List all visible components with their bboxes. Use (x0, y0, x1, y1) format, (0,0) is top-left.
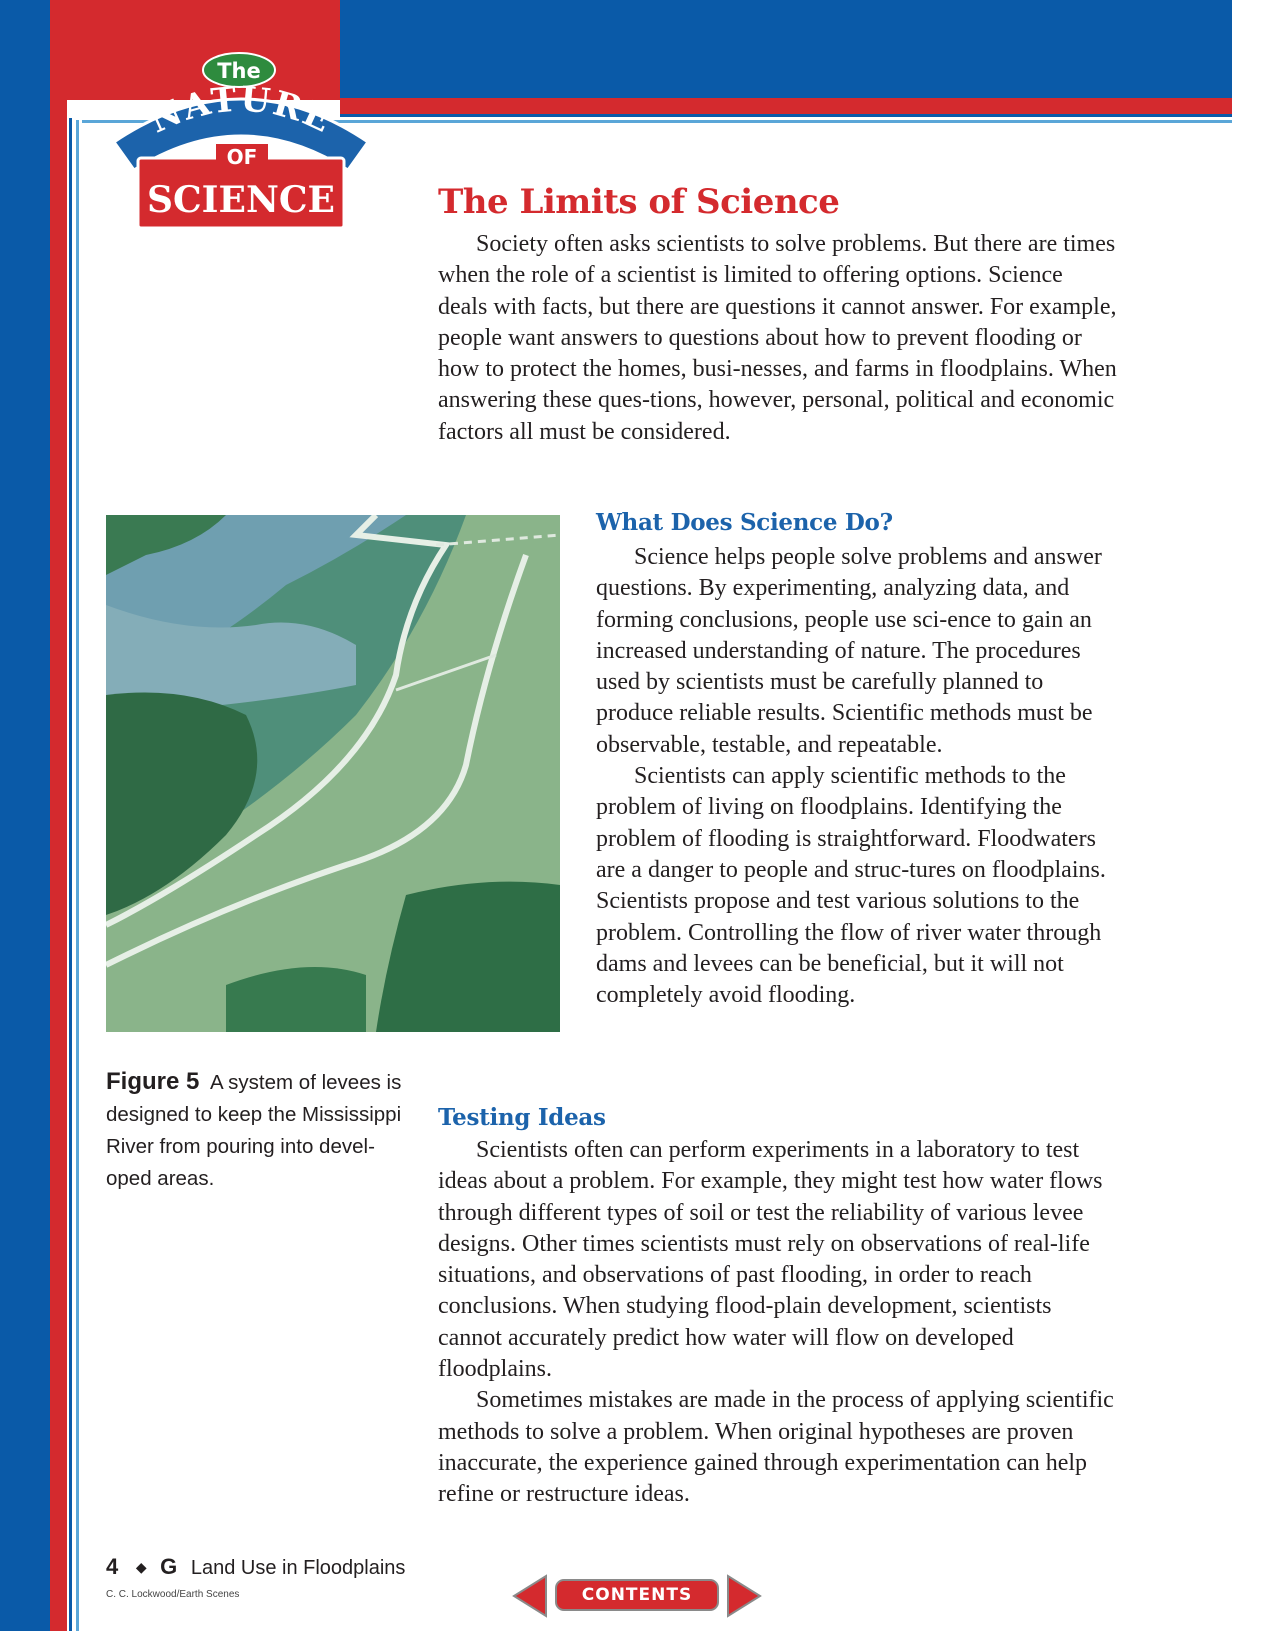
previous-arrow-icon[interactable] (514, 1576, 546, 1616)
unit-letter: G (160, 1554, 178, 1579)
logo-of: OF (226, 145, 258, 169)
page-folio (106, 1554, 405, 1580)
left-red-stripe (50, 96, 67, 1631)
page-title: The Limits of Science (438, 182, 840, 222)
left-light-rule (76, 120, 79, 1631)
levee-photo (106, 515, 560, 1032)
page-number: 4 (106, 1554, 119, 1579)
top-red-stripe (340, 98, 1232, 114)
book-title: Land Use in Floodplains (190, 1557, 406, 1579)
intro-paragraph-block (438, 229, 1118, 448)
photo-credit: C. C. Lockwood/Earth Scenes (106, 1589, 240, 1600)
logo-science: SCIENCE (147, 179, 335, 221)
diamond-icon: ◆ (135, 1559, 147, 1575)
nature-of-science-logo (106, 50, 376, 235)
contents-nav (512, 1574, 762, 1618)
left-rule (69, 118, 72, 1631)
figure-caption-text: A system of levees is designed to keep the Mississippi River from pouring into devel-oped areas. (106, 1071, 402, 1190)
top-rule (340, 114, 1232, 117)
figure-caption (106, 1066, 406, 1195)
what-paragraph-1: Science helps people solve problems and answer questions. By experimenting, analyzing data, and forming conclusions, people use sci-ence to gain an increased understanding of nature. The procedures used by scientists must be carefully planned to produce reliable results. Scientific methods must be observable, testable, and repeatable. (596, 544, 1102, 758)
figure-label: Figure 5 (106, 1068, 200, 1095)
what-section-body (596, 542, 1126, 1011)
next-arrow-icon[interactable] (728, 1576, 760, 1616)
logo-nature: NATURE (143, 79, 339, 142)
left-frame-band (0, 0, 50, 1631)
section-heading-what: What Does Science Do? (596, 509, 893, 536)
section-heading-testing: Testing Ideas (438, 1104, 606, 1131)
testing-section-body (438, 1135, 1118, 1511)
intro-paragraph: Society often asks scientists to solve problems. But there are times when the role of a scientist is limited to offering options. Science deals with facts, but there are questions it cannot answer. For example, people want answers to questions about how to prevent flooding or how to protect the homes, busi-nesses, and farms in floodplains. When answering these ques-tions, however, personal, political and economic factors all must be considered. (438, 231, 1117, 445)
contents-button-label[interactable]: CONTENTS (581, 1585, 693, 1605)
testing-paragraph-1: Scientists often can perform experiments in a laboratory to test ideas about a problem. For example, they might test how water flows through different types of soil or test the reliability of various levee designs. Other times scientists must rely on observations of real-life situations, and observations of past flooding, in order to reach conclusions. When studying flood-plain development, scientists cannot accurately predict how water will flow on developed floodplains. (438, 1137, 1103, 1383)
logo-the: The (217, 59, 261, 83)
testing-paragraph-2: Sometimes mistakes are made in the process of applying scientific methods to solve a problem. When original hypotheses are proven inaccurate, the experience gained through experimentation can help refine or restructure ideas. (438, 1387, 1114, 1508)
what-paragraph-2: Scientists can apply scientific methods to the problem of living on floodplains. Identifying the problem of flooding is straightforward. Floodwaters are a danger to people and struc-tures on floodplains. Scientists propose and test various solutions to the problem. Controlling the flow of river water through dams and levees can be beneficial, but it will not completely avoid flooding. (596, 763, 1106, 1009)
